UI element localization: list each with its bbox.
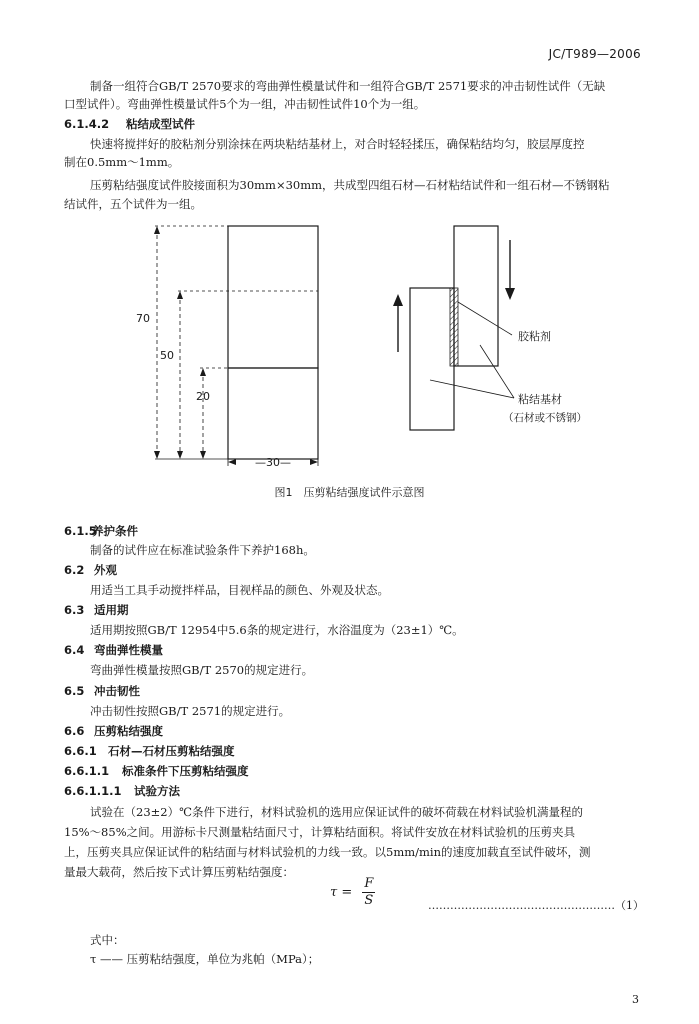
adhesive-layer [450, 288, 458, 366]
paragraph-line: 制在0.5mm～1mm。 [64, 155, 180, 169]
section-heading-6-6-1-1-1 [64, 784, 180, 798]
section-title: 石材—石材压剪粘结强度 [108, 744, 235, 758]
section-title: 标准条件下压剪粘结强度 [122, 764, 249, 778]
paragraph-line: 试验在（23±2）℃条件下进行，材料试验机的选用应保证试件的破坏荷载在材料试验机满量程的 [90, 805, 583, 819]
formula-fraction [362, 876, 375, 909]
paragraph-line: 口型试件）。弯曲弹性模量试件5个为一组，冲击韧性试件10个为一组。 [64, 97, 426, 111]
paragraph-line: 快速将搅拌好的胶粘剂分别涂抹在两块粘结基材上，对合时轻轻揉压，确保粘结均匀，胶层厚度控 [90, 137, 585, 151]
paragraph-line: 15%～85%之间。用游标卡尺测量粘结面尺寸，计算粘结面积。将试件安放在材料试验机的压剪夹具 [64, 825, 576, 839]
dimension-70-label: 70 [136, 312, 150, 325]
page-number: 3 [632, 993, 639, 1006]
section-number: 6.4 [64, 643, 85, 657]
section-number: 6.2 [64, 563, 85, 577]
substrate-note-label: （石材或不锈钢） [503, 412, 587, 424]
paragraph-line: 弯曲弹性模量按照GB/T 2570的规定进行。 [90, 663, 314, 677]
section-heading-6-6 [64, 724, 163, 738]
paragraph-line: 结试件，五个试件为一组。 [64, 197, 202, 211]
left-specimen [154, 226, 318, 466]
formula-lhs: τ = [330, 885, 353, 900]
paragraph-line: 上，压剪夹具应保证试件的粘结面与材料试验机的力线一致。以5mm/min的速度加载直至试件破坏，测 [64, 845, 591, 859]
section-title: 冲击韧性 [94, 684, 140, 698]
section-title: 外观 [94, 563, 117, 577]
legend-where: 式中： [90, 933, 125, 947]
section-heading-6-4 [64, 643, 163, 657]
section-heading-6-2 [64, 563, 117, 577]
equation-number: ……………………………………………（1） [428, 899, 644, 912]
section-number: 6.6.1.1.1 [64, 784, 122, 798]
section-number: 6.6.1 [64, 744, 97, 758]
section-title: 试验方法 [134, 784, 180, 798]
section-number: 6.1.5 [64, 524, 97, 538]
paragraph-line: 适用期按照GB/T 12954中5.6条的规定进行，水浴温度为（23±1）℃。 [90, 623, 464, 637]
section-number: 6.1.4.2 [64, 117, 110, 131]
substrate-label: 粘结基材 [518, 393, 562, 406]
paragraph-line: 制备一组符合GB/T 2570要求的弯曲弹性模量试件和一组符合GB/T 2571要求的冲击韧性试件（无缺 [90, 79, 606, 93]
section-number: 6.6.1.1 [64, 764, 110, 778]
formula-numerator: F [364, 876, 374, 891]
dimension-20-label: 20 [196, 390, 210, 403]
section-title: 养护条件 [92, 524, 138, 538]
paragraph-line: 压剪粘结强度试件胶接面积为30mm×30mm，共成型四组石材—石材粘结试件和一组石材—不锈钢粘 [90, 178, 610, 192]
paragraph-line: 冲击韧性按照GB/T 2571的规定进行。 [90, 704, 291, 718]
section-title: 压剪粘结强度 [94, 724, 163, 738]
figure-caption: 图1 压剪粘结强度试件示意图 [274, 486, 425, 499]
paragraph-line: 用适当工具手动搅拌样品，目视样品的颜色、外观及状态。 [90, 583, 389, 597]
section-heading-6-5 [64, 684, 140, 698]
section-title: 适用期 [94, 603, 129, 617]
section-number: 6.6 [64, 724, 85, 738]
paragraph-line: 量最大载荷，然后按下式计算压剪粘结强度： [64, 865, 294, 879]
paragraph-line: 制备的试件应在标准试验条件下养护168h。 [90, 543, 315, 557]
section-heading-6-6-1 [64, 744, 235, 758]
legend-tau-definition: τ —— 压剪粘结强度，单位为兆帕（MPa）； [90, 952, 320, 966]
right-specimen [393, 226, 515, 430]
section-title: 粘结成型试件 [126, 117, 195, 131]
section-heading-6-3 [64, 603, 129, 617]
section-number: 6.3 [64, 603, 85, 617]
section-number: 6.5 [64, 684, 85, 698]
section-title: 弯曲弹性模量 [94, 643, 163, 657]
adhesive-label: 胶粘剂 [518, 330, 551, 343]
section-heading-6-6-1-1 [64, 764, 249, 778]
section-heading-6-1-5 [64, 524, 138, 538]
dimension-50-label: 50 [160, 349, 174, 362]
formula-1 [330, 876, 375, 909]
formula-denominator: S [364, 893, 374, 908]
standard-code-header: JC/T989—2006 [548, 47, 641, 61]
dimension-30-label: —30— [255, 456, 291, 469]
